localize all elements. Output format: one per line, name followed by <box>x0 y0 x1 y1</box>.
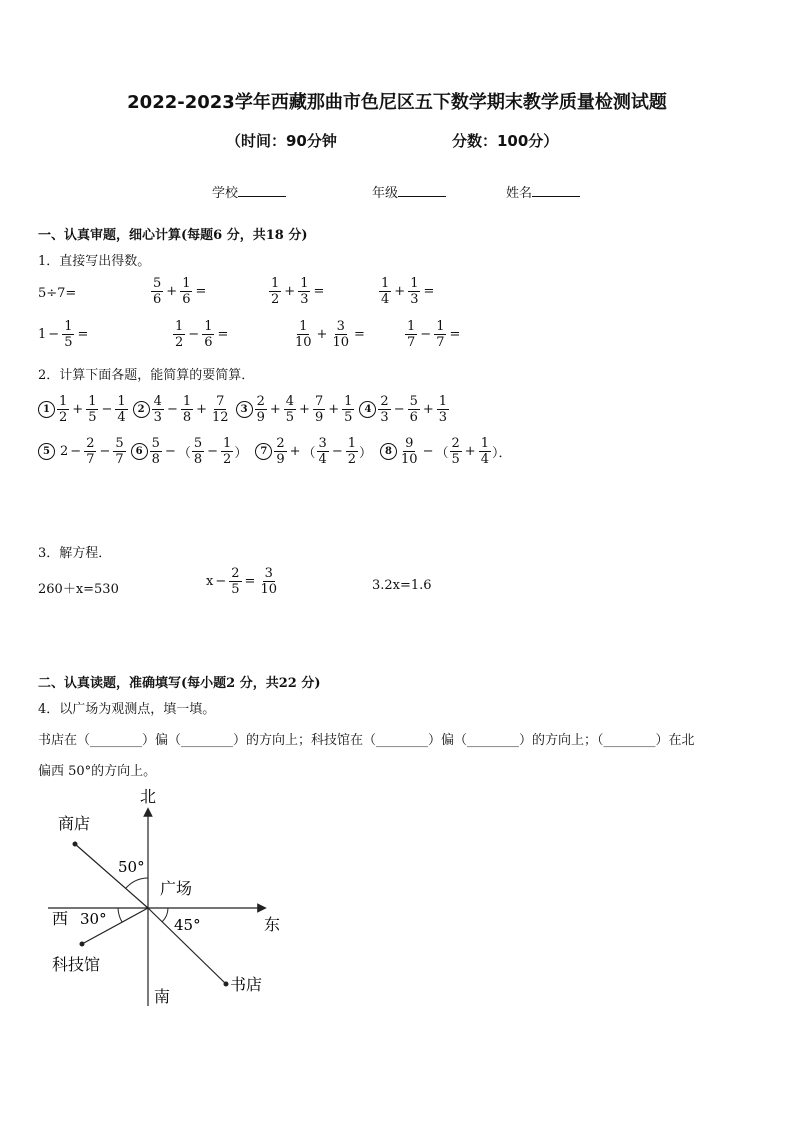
calc-2-3: $\frac{1}{10}$ + $\frac{3}{10}$ = <box>295 319 365 350</box>
calc-divide: 5÷7= <box>38 286 77 301</box>
angle-label-bookstore: 45° <box>174 916 201 934</box>
calc-1-4: $\frac{1}{4}$ + $\frac{1}{3}$ = <box>381 276 435 307</box>
question-4: 4．以广场为观测点，填一填。 <box>38 702 216 717</box>
name-field[interactable] <box>506 182 580 201</box>
east-label: 东 <box>264 915 281 934</box>
question-2: 2．计算下面各题，能简算的要简算． <box>38 368 255 383</box>
angle-label-shop: 50° <box>118 858 145 876</box>
school-field[interactable] <box>212 182 286 201</box>
question-4-text-line2: 偏西 50°的方向上。 <box>38 764 157 779</box>
school-label: 学校 <box>212 186 239 201</box>
angle-arc-museum <box>118 908 122 922</box>
shop-label: 商店 <box>58 814 91 833</box>
equation-2: x − $\frac{2}{5}$ = $\frac{3}{10}$ <box>206 566 277 597</box>
section2-heading: 二、认真读题，准确填写(每小题2 分，共22 分) <box>38 676 321 691</box>
angle-arc-shop <box>126 878 148 888</box>
calc-expr-5-8: 5 2 − $\frac{2}{7}$ − $\frac{5}{7}$ 6 $\frac{5}{8}$ − （ $\frac{5}{8}$ − $\frac{1}{2}$ ） 7 $\frac{2}{9}$ + （ $\frac{3}{4}$ − $\frac{1}{2}$ ） 8 $\frac{9}{10}$ − （ $\frac{2}{5}$ + $\frac{1}{4}$ ）． <box>38 436 511 467</box>
shop-ray <box>75 844 148 908</box>
south-label: 南 <box>154 987 171 1006</box>
bookstore-point <box>224 982 229 987</box>
grade-label: 年级 <box>372 186 399 201</box>
museum-label: 科技馆 <box>52 955 101 974</box>
grade-field[interactable] <box>372 182 446 201</box>
museum-point <box>80 942 85 947</box>
angle-arc-bookstore <box>162 908 168 922</box>
calc-2-1: 1 − $\frac{1}{5}$ = <box>38 319 89 350</box>
question-3: 3．解方程． <box>38 546 112 561</box>
exam-time: （时间：90分钟 <box>226 132 337 150</box>
question-4-text-line1: 书店在（________）偏（________）的方向上；科技馆在（________）偏（________）的方向上；（________）在北 <box>38 733 695 748</box>
shop-point <box>73 842 78 847</box>
plaza-label: 广场 <box>160 879 193 898</box>
calc-expr-1-4: 1 $\frac{1}{2}$ + $\frac{1}{5}$ − $\frac{1}{4}$ 2 $\frac{4}{3}$ − $\frac{1}{8}$ + $\frac{7}{12}$ 3 $\frac{2}{9}$ + $\frac{4}{5}$ + $\frac{7}{9}$ + $\frac{1}{5}$ 4 $\frac{2}{3}$ − $\frac{5}{6}$ + $\frac{1}{3}$ <box>38 394 450 425</box>
bookstore-label: 书店 <box>230 975 263 994</box>
direction-diagram <box>40 782 300 1012</box>
calc-2-4: $\frac{1}{7}$ − $\frac{1}{7}$ = <box>407 319 461 350</box>
calc-2-2: $\frac{1}{2}$ − $\frac{1}{6}$ = <box>175 319 229 350</box>
equation-1: 260＋x=530 <box>38 582 119 597</box>
question-1: 1．直接写出得数。 <box>38 254 151 269</box>
calc-1-3: $\frac{1}{2}$ + $\frac{1}{3}$ = <box>271 276 325 307</box>
section1-heading: 一、认真审题，细心计算(每题6 分，共18 分) <box>38 228 308 243</box>
equation-3: 3.2x=1.6 <box>372 578 432 593</box>
west-label: 西 <box>52 909 69 928</box>
calc-1-2: $\frac{5}{6}$ + $\frac{1}{6}$ = <box>153 276 207 307</box>
angle-label-museum: 30° <box>80 910 107 928</box>
name-label: 姓名 <box>506 186 533 201</box>
exam-score: 分数：100分） <box>452 132 559 150</box>
page-title: 2022-2023学年西藏那曲市色尼区五下数学期末教学质量检测试题 <box>127 92 667 113</box>
north-label: 北 <box>140 787 157 806</box>
